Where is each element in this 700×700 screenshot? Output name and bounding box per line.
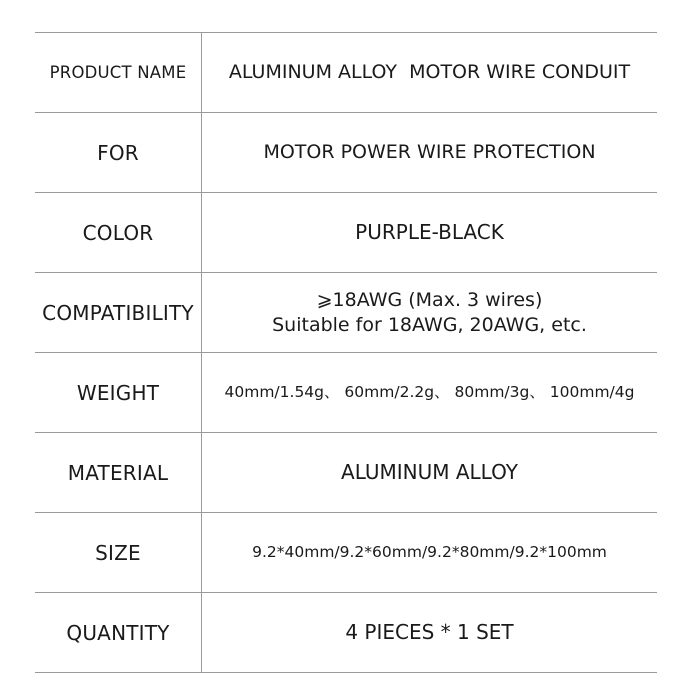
- value-color: [202, 193, 657, 272]
- row-quantity: [35, 593, 657, 673]
- value-line: MOTOR POWER WIRE PROTECTION: [263, 141, 596, 163]
- value-material: [202, 433, 657, 512]
- label-product-name: PRODUCT NAME: [35, 33, 202, 112]
- value-product-name: [202, 33, 657, 112]
- value-line: ⩾18AWG (Max. 3 wires): [316, 288, 543, 311]
- row-product-name: [35, 33, 657, 113]
- label-compatibility: COMPATIBILITY: [35, 273, 202, 352]
- value-compatibility: [202, 273, 657, 352]
- row-compatibility: [35, 273, 657, 353]
- label-size: SIZE: [35, 513, 202, 592]
- label-color: COLOR: [35, 193, 202, 272]
- value-line: ALUMINUM ALLOY: [341, 460, 518, 484]
- value-line: 40mm/1.54g、 60mm/2.2g、 80mm/3g、 100mm/4g: [224, 383, 635, 401]
- spec-table: [35, 32, 657, 673]
- value-for: [202, 113, 657, 192]
- value-size: [202, 513, 657, 592]
- row-color: [35, 193, 657, 273]
- value-line: Suitable for 18AWG, 20AWG, etc.: [272, 313, 587, 336]
- label-weight: WEIGHT: [35, 353, 202, 432]
- label-material: MATERIAL: [35, 433, 202, 512]
- row-for: [35, 113, 657, 193]
- value-weight: [202, 353, 657, 432]
- value-line: 9.2*40mm/9.2*60mm/9.2*80mm/9.2*100mm: [252, 543, 607, 561]
- label-for: FOR: [35, 113, 202, 192]
- value-line: PURPLE-BLACK: [355, 220, 504, 244]
- row-material: [35, 433, 657, 513]
- label-quantity: QUANTITY: [35, 593, 202, 672]
- value-quantity: [202, 593, 657, 672]
- row-weight: [35, 353, 657, 433]
- value-line: ALUMINUM ALLOY MOTOR WIRE CONDUIT: [228, 61, 631, 83]
- value-line: 4 PIECES * 1 SET: [345, 620, 514, 644]
- row-size: [35, 513, 657, 593]
